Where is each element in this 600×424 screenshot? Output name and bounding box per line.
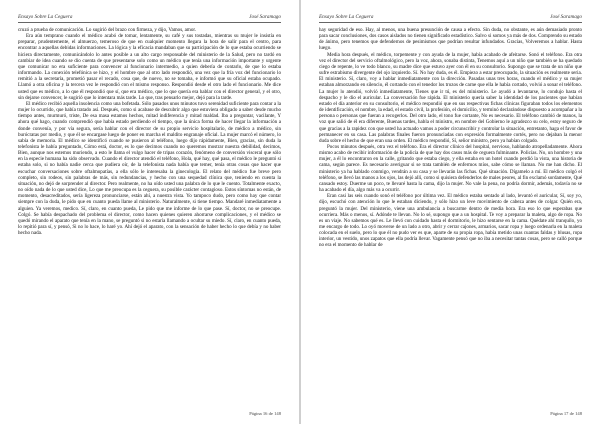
page-body	[18, 27, 281, 409]
paragraph: Era aún temprano cuando el médico acabó de tomar, lentamente, su café y sus tostadas, mientras su mujer le insistía en preparar, prudentemente, el almuerzo, temeroso de que en cualquier momento llegara la hora de salir para el centro, para encontrar a aquellas debidas informaciones. La lógica y la eficacia mandaban que su participación de lo que estaba ocurriendo se hiciera directamente, comunicándolo lo antes posible a un alto cargo responsable del ministerio de la Salud, pero no tardó en cambiar de idea cuando se dio cuenta de que presentarse solo como un médico que tenía una información importante y urgente que comunicar no era suficiente para convencer al funcionario intermedio, a quien debería de contarlo, de que lo estaba informando. La conexión telefónica se hizo, y el hombre que al otro lado respondió, una vez que la fría voz del funcionario lo remitió a la secretaría, prometió pasar el recado, cosa que, de nuevo, no se tomaba, e informó que su oficial estaba ocupado. Llamó a otra oficina y la tercera vez le respondió con el mismo responso. Respondió desde el otro lado el funcionario. Me dice usted que es médico, a lo que él respondió que sí, que era médico, que lo que quería era hablar con el director general, y el otro, sin dejarse convencer, le sugirió que lo intentara más tarde. Lo que, tras pensarlo mejor, dejó para la tarde.	[18, 33, 281, 101]
running-head-author: José Saramago	[249, 14, 281, 20]
page-number: Página 16 de 148	[249, 411, 281, 416]
running-head-title: Ensayo Sobre La Ceguera	[319, 14, 374, 20]
paragraph: Media hora después, el médico, torpemente y con ayuda de la mujer, había acabado de afeitarse. Sonó el teléfono. Era otra vez el director del servicio oftalmológico, pero la voz, ahora, sonaba distinta, Tenemos aquí a un niño que también se ha quedado ciego de repente, lo ve todo blanco, su madre dice que estuvo ayer con él en su consultorio. Supongo que se trata de un niño que sufre estrabismo divergente del ojo izquierdo. Sí. No hay duda, es él. Empiezo a estar preocupado, la situación es realmente seria. El ministerio. Sí, claro, voy a hablar inmediatamente con la dirección. Pasadas unas tres horas, cuando el médico y su mujer estaban almorzando en silencio, él cortando con el tenedor los trozos de carne que ella le había cortado, volvió a sonar el teléfono. La mujer lo atendió, volvió inmediatamente, Tienes que ir tú, es del ministerio. Le ayudó a levantarse, lo condujo hasta el despacho y le dio el auricular. La conversación fue rápida. El ministerio quería saber la identidad de los pacientes que habían estado el día anterior en su consultorio, el médico respondió que en sus respectivas fichas clínicas figuraban todos los elementos de identificación, el nombre, la edad, el estado civil, la profesión, el domicilio, y terminó declarándose dispuesto a acompañar a la persona o personas que fueran a recogerlos. Del otro lado, el tono fue cortante, No es necesario. El teléfono cambió de manos, la voz que salió de él era diferente, Buenas tardes, habla el ministro, en nombre del Gobierno le agradezco su celo, estoy seguro de que gracias a la rapidez con que usted ha actuado vamos a poder circunscribir y controlar la situación, entretanto, haga el favor de permanecer en su casa. Las palabras finales fueron pronunciadas con expresión formalmente cortés, pero no dejaban la menor duda sobre el hecho de que eran una orden. El médico respondió, Sí, señor ministro, pero ya habían colgado.	[319, 51, 582, 144]
paragraph: Pocos minutos después, otra vez el teléfono. Era el director clínico del hospital, nervioso, hablando atropelladamente. Ahora mismo acabo de recibir información de la policía de que hay dos casos más de ceguera fulminante. Policías. No, un hombre y una mujer, a él lo encontraron en la calle, gritando que estaba ciego, y ella estaba en un hotel cuando perdió la vista, una historia de cama, según parece. Es necesario averiguar si se trata también de enfermos míos, sabe cómo se llaman. No me han dicho. El ministerio ya ha hablado conmigo, vendrán a su casa y se llevarán las fichas. Qué situación. Dígamelo a mí. El médico colgó el teléfono, se llevó las manos a los ojos, las dejó allí, como si quisiera defenderlos de males peores, al fin exclamó sordamente, Qué cansado estoy. Duerme un poco, te llevaré hasta la cama, dijo la mujer. No vale la pena, no podría dormir, además, todavía no se ha acabado el día, algo más va a ocurrir.	[319, 143, 582, 194]
paragraph: hay seguridad de eso. Hay, al menos, una buena presunción de causa a efecto. Sin duda, no obstante, es aún demasiado pronto para sacar conclusiones, dos casos aislados no tienen significado estadístico. Salvo si somos ya más de dos. Comprendo su estado de ánimo, pero tenemos que defendernos de pesimismos que podrían resultar infundados. Gracias, Volveremos a hablar. Hasta luego.	[319, 27, 582, 52]
page-left	[0, 0, 299, 424]
running-head	[18, 14, 281, 23]
page-number: Página 17 de 148	[550, 411, 582, 416]
paragraph: El médico recibió aquella insolencia como una bofetada. Sólo pasados unos minutos tuvo serenidad suficiente para contar a la mujer lo ocurrido, que había tratado así. Después, como si acabase de descubrir algo que estuviera obligado a saber desde mucho tiempo antes, murmuró, triste, De esa masa estamos hechos, mitad indiferencia y mitad maldad. Iba a preguntar, vacilante, Y ahora qué hago, cuando comprendió que había estado perdiendo el tiempo, que la única forma de hacer llegar la información a donde convenía, y por vía segura, sería hablar con el director de su propio servicio hospitalario, de médico a médico, sin burócratas por medio, y que él se encargase luego de poner en marcha el maldito engranaje oficial. La mujer marcó el número, lo sabía de memoria. El médico se identificó cuando se pusieron al teléfono, luego dijo rápidamente, Bien, gracias, sin duda la telefonista le había preguntado, Cómo está, doctor, es lo que decimos cuando no queremos mostrar nuestra debilidad, decimos, Bien, aunque nos estemos muriendo, a esto le llama el vulgo hacer de tripas corazón, fenómeno de conversión visceral que sólo en la especie humana ha sido observado. Cuando el director atendió el teléfono, Hola, qué hay, qué pasa, el médico le preguntó si estaba solo, si no había nadie cerca que pudiera oír, de la telefonista nada había que temer, tenía otras cosas que hacer que escuchar conversaciones sobre oftalmopatías, a ella sólo le interesaba la ginecología. El relato del médico fue breve pero completo, sin rodeos, sin palabras de más, sin redundancias, y hecho con una sequedad clínica que, teniendo en cuenta la situación, no dejó de sorprender al director. Pero realmente, no ha oído usted una palabra de lo que le cuento. Totalmente exacto, no oído nada de lo que usted dice, Lo que me preocupa es la ceguera, su posible carácter contagioso. Estos síntomas no están, de momento, desacreditados, sería ligereza pronunciarse, están ahí, a nuestra vista. Yo tampoco dudo, pero como hay que contar siempre con la duda, le pido que en cuanto pueda llame al ministerio. Naturalmente, si tiene tiempo. Mandaré inmediatamente a alguien. Ya veremos, medico. Sí, claro, en cuanto pueda, Le pido que me informe de lo que pase. Sí, doctor, no se preocupe. Colgó. Se había despachado del problema el director, como hacen quienes quieren ahorrarse complicaciones, y el médico se quedó mirando el aparato que tenía en la mano, se preguntó si no estaría llamando a ocultar su miedo. Sí, claro, en cuanto pueda, lo repitió para sí, y pensó, Si no lo hace, lo haré yo. Ahí dejó el aparato, con la sensación de haber hecho lo que debía y no haber hecho nada.	[18, 100, 281, 237]
running-head	[319, 14, 582, 23]
paragraph: Eran casi las seis cuando sonó el teléfono por última vez. El médico estaba sentado al lado, levantó el auricular, Sí, soy yo, dijo, escuchó con atención lo que le estaban diciendo, y sólo hizo un leve movimiento de cabeza antes de colgar. Quién era, preguntó la mujer. Del ministerio, viene una ambulancia a buscarme dentro de media hora. Era eso lo que esperabas que ocurriera. Más o menos, sí. Adónde te llevan. No lo sé, supongo que a un hospital. Te voy a preparar la maleta, algo de ropa. No es un viaje. No sabemos qué es. Le llevó con cuidado hasta el dormitorio, le hizo sentarse en la cama. Quédate ahí tranquilo, yo me encargo de todo. Lo oyó moverse de un lado a otro, abrir y cerrar cajones, armarios, sacar ropa y luego ordenarla en la maleta colocada en el suelo, pero lo que él no pudo ver es que, aparte de su propia ropa, había metido unas cuantas faldas y blusas, ropa interior, un vestido, unos zapatos que ella podría llevar. Vagamente pensó que no iba a necesitar tantas cosas, pero se calló porque no era el momento de hablar de	[319, 193, 582, 249]
running-head-author: José Saramago	[550, 14, 582, 20]
paragraph: cruzó a prueba de comunicación. Lo sugirió del brazo con firmeza, y dijo, Vamos, amor.	[18, 27, 197, 33]
page-right	[301, 0, 600, 424]
running-head-title: Ensayo Sobre La Ceguera	[18, 14, 73, 20]
page-body	[319, 27, 582, 409]
